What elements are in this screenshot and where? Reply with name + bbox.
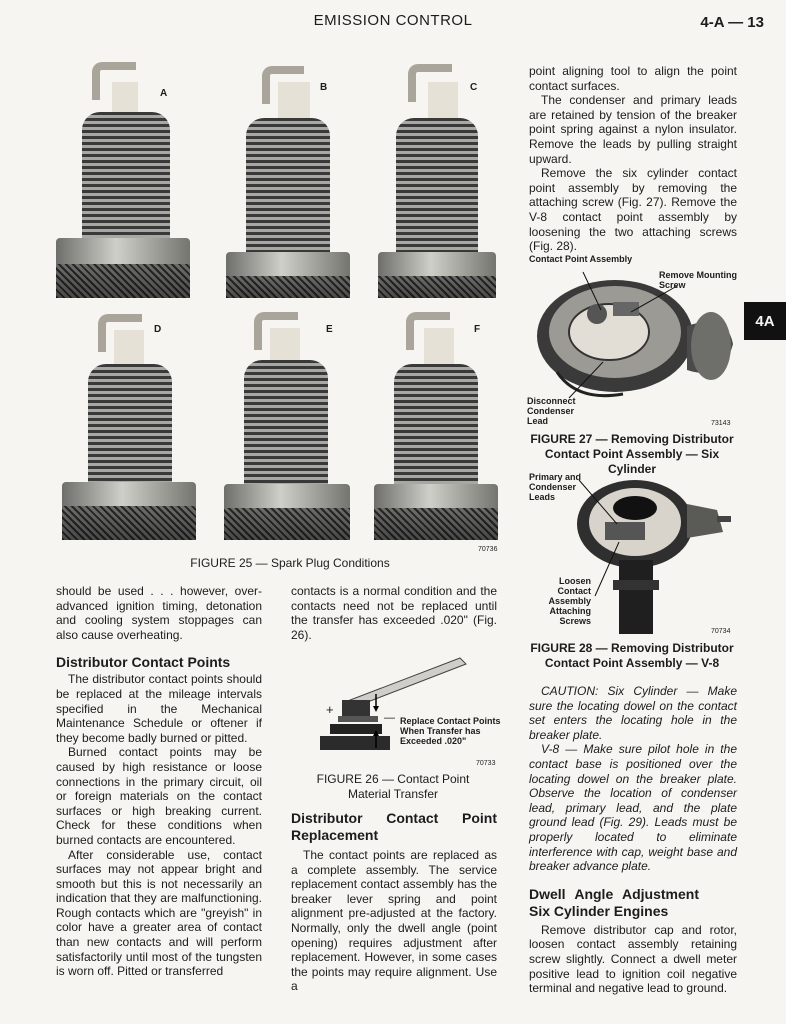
col3-paragraph-2: Remove the six cylinder contact point assembly by removing the attaching screw (Fig. 27). Remove the V-8 contact point assembly by loosening the two attaching screws (Fig. 28). <box>529 166 737 254</box>
figure-28 <box>527 468 739 640</box>
figure-27-caption: FIGURE 27 — Removing Distributor Contact Point Assembly — Six Cylinder <box>530 432 734 476</box>
figure-26-callout: Replace Contact Points When Transfer has Exceeded .020" <box>400 716 501 746</box>
figure-28-caption: FIGURE 28 — Removing Distributor Contact Point Assembly — V-8 <box>530 641 734 670</box>
column-3-bottom <box>529 684 737 996</box>
col1-intro: should be used . . . however, over-advanced ignition timing, detonation and cooling system stoppages can also cause overheating. <box>56 584 262 642</box>
label-loosen-screws: Loosen Contact Assembly Attaching Screws <box>548 576 591 626</box>
figure-27-photo-number: 73143 <box>711 420 731 427</box>
spark-plug-c <box>378 62 496 298</box>
contact-point-transfer-drawing <box>290 650 500 770</box>
col3-intro: point aligning tool to align the point contact surfaces. <box>529 64 737 93</box>
column-1 <box>56 584 262 979</box>
figure-27 <box>527 252 739 430</box>
spark-plug-f <box>374 310 498 540</box>
spark-plug-a <box>56 60 190 298</box>
spark-plug-b <box>226 62 350 298</box>
column-2-intro <box>291 584 497 642</box>
column-2-body <box>291 810 497 994</box>
section-tab: 4A <box>744 302 786 340</box>
col1-paragraph-2: Burned contact points may be caused by high resistance or loose connections in the primary circuit, oil or foreign materials on the contact surfaces or high breaking current. Check for these conditions when burned contacts are encountered. <box>56 745 262 847</box>
running-header-title: EMISSION CONTROL <box>313 12 473 29</box>
plug-label-f: F <box>474 324 481 335</box>
plug-label-d: D <box>154 324 162 335</box>
col1-paragraph-3: After considerable use, contact surfaces may not appear bright and smooth but this is not necessarily an indication that they are malfunctioning. Rough contacts which are "greyish" in color have a greater area of contact than new contacts and will perform satisfactorily until most of the tungsten is worn off. Pitted or transferred <box>56 847 262 979</box>
plug-label-c: C <box>470 82 478 93</box>
heading-distributor-contact-points: Distributor Contact Points <box>56 654 231 671</box>
figure-26 <box>290 650 500 770</box>
col2-intro: contacts is a normal condition and the contacts need not be replaced until the transfer has exceeded .020" (Fig. 26). <box>291 584 497 642</box>
col3-paragraph-3: Remove distributor cap and rotor, loosen contact assembly retaining screw slightly. Connect a dwell meter positive lead to ignition coil negative terminal and negative lead to ground. <box>529 922 737 996</box>
col2-paragraph-1: The contact points are replaced as a complete assembly. The service replacement contact assembly has the breaker lever spring and point alignment pre-adjusted at the factory. Normally, only the dwell angle (point opening) requires adjustment after replacement. However, in some cases the points may require alignment. Use a <box>291 848 497 994</box>
spark-plug-e <box>224 310 350 540</box>
figure-28-photo-number: 70734 <box>711 628 731 635</box>
label-remove-mounting-screw: Remove Mounting Screw <box>659 270 737 290</box>
note-v8: V-8 — Make sure pilot hole in the contact base is positioned over the locating dowel on the breaker plate. Observe the location of condenser lead, primary lead, and the plate ground lead (Fig. 29). Leads must be properly located to eliminate interference with cap, weight base and breaker advance plate. <box>529 742 737 874</box>
plug-label-a: A <box>160 88 168 99</box>
heading-dwell-angle-adjustment: Dwell Angle Adjustment Six Cylinder Engines <box>529 885 699 919</box>
figure-25-caption: FIGURE 25 — Spark Plug Conditions <box>190 556 390 570</box>
label-primary-condenser-leads: Primary and Condenser Leads <box>529 472 582 502</box>
page-number: 4-A — 13 <box>700 14 764 31</box>
label-contact-point-assembly: Contact Point Assembly <box>529 254 633 264</box>
label-disconnect-condenser-lead: Disconnect Condenser Lead <box>527 396 576 426</box>
spark-plug-d <box>62 312 196 540</box>
col1-paragraph-1: The distributor contact points should be replaced at the mileage intervals specified in the Mechanical Maintenance Schedule or oftener if they become badly burned or pitted. <box>56 672 262 745</box>
polarity-minus: — <box>384 712 395 724</box>
plug-label-e: E <box>326 324 333 335</box>
column-3-top <box>529 64 737 254</box>
heading-contact-point-replacement: Distributor Contact Point Replacement <box>291 810 497 843</box>
col3-paragraph-1: The condenser and primary leads are retained by tension of the breaker point spring against a nylon insulator. Remove the leads by pulling straight upward. <box>529 93 737 166</box>
figure-26-caption: FIGURE 26 — Contact Point Material Transfer <box>316 772 470 801</box>
figure-25-photo-number: 70736 <box>478 546 498 553</box>
caution-six-cylinder: CAUTION: Six Cylinder — Make sure the locating dowel on the contact set enters the locating hole in the breaker plate. <box>529 684 737 742</box>
figure-26-photo-number: 70733 <box>476 760 496 767</box>
polarity-plus: + <box>326 702 334 717</box>
plug-label-b: B <box>320 82 328 93</box>
